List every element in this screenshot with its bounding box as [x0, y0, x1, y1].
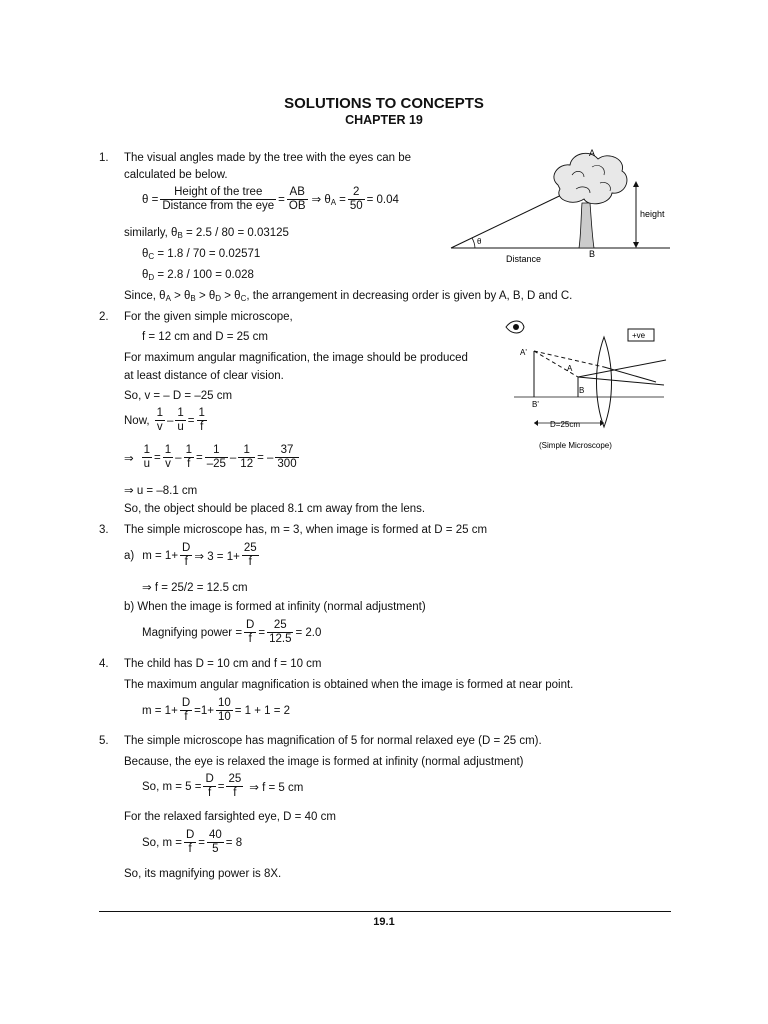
text: > θ	[170, 290, 191, 302]
height-label: height	[640, 209, 665, 219]
frac-den: f	[233, 787, 237, 799]
q2-line4: at least distance of clear vision.	[124, 370, 284, 382]
frac-num: 37	[275, 444, 298, 458]
q5-line2: Because, the eye is relaxed the image is formed at infinity (normal adjustment)	[124, 756, 524, 768]
q3-b-equation	[142, 619, 321, 646]
q2-line5: So, v = – D = –25 cm	[124, 390, 233, 402]
q1-theta-equation	[142, 186, 399, 213]
implies-theta: ⇒ θ	[311, 194, 331, 206]
frac-den: f	[248, 633, 252, 645]
frac	[180, 697, 192, 724]
frac-den: u	[143, 458, 151, 470]
equals-sign: =	[278, 193, 285, 206]
frac	[197, 407, 207, 434]
tree-figure	[448, 145, 673, 267]
frac-den: f	[184, 556, 188, 568]
text: θ	[142, 269, 149, 281]
q3-number: 3.	[99, 524, 109, 536]
frac-den: f	[187, 458, 191, 470]
microscope-figure	[496, 315, 671, 455]
text: =1+	[194, 704, 214, 717]
q3-line1: The simple microscope has, m = 3, when image is formed at D = 25 cm	[124, 524, 488, 536]
text: a)	[124, 549, 135, 562]
frac-den: f	[200, 421, 204, 433]
frac	[267, 619, 293, 646]
frac	[244, 619, 256, 646]
q2-implies-equation	[124, 444, 301, 471]
equals-sign: =	[187, 414, 195, 427]
frac-num: D	[182, 542, 191, 554]
q1-theta-eq: θ =	[142, 193, 159, 206]
frac-num: D	[181, 697, 191, 709]
frac-den: f	[188, 843, 192, 855]
frac	[203, 773, 215, 800]
chapter-title: CHAPTER 19	[345, 113, 423, 127]
equals-sign: =	[217, 780, 225, 793]
q5-line1: The simple microscope has magnification of 5 for normal relaxed eye (D = 25 cm).	[124, 735, 542, 747]
frac-den: v	[156, 421, 163, 433]
q2-line1: For the given simple microscope,	[124, 311, 293, 323]
q1-theta-c	[142, 248, 260, 261]
q1-line1: The visual angles made by the tree with the eyes can be	[124, 152, 412, 164]
equals-sign: = –	[257, 451, 274, 464]
minus-sign: –	[175, 451, 182, 464]
text: θ	[142, 248, 149, 260]
frac	[180, 542, 192, 569]
q2-number: 2.	[99, 311, 109, 323]
frac-den: 12.5	[269, 633, 292, 645]
tree-icon	[554, 153, 627, 248]
frac-den: 12	[240, 458, 254, 470]
frac-num: D	[205, 773, 214, 785]
q5-number: 5.	[99, 735, 109, 747]
frac-num: 1	[198, 407, 205, 419]
text: So, m = 5 =	[142, 780, 202, 793]
equals-sign: =	[339, 193, 346, 206]
frac-num: 1	[164, 444, 172, 456]
frac	[226, 773, 243, 800]
text: = 1.8 / 70 = 0.02571	[154, 248, 261, 260]
frac-num: D	[246, 619, 255, 631]
frac-num: 1	[238, 444, 255, 458]
q1-theta-d	[142, 269, 254, 282]
frac	[207, 829, 224, 856]
text: > θ	[221, 290, 241, 302]
convex-lens	[597, 337, 612, 427]
q2-u-result: ⇒ u = –8.1 cm	[124, 485, 198, 497]
q2-now-equation	[124, 407, 209, 434]
text: Magnifying power =	[142, 626, 243, 639]
frac-num: 2	[348, 186, 365, 200]
frac-den: 300	[277, 458, 297, 470]
q1-frac-ab-ob	[287, 186, 308, 213]
frac-num: 1	[205, 444, 228, 458]
text: ⇒ 3 = 1+	[194, 550, 240, 563]
frac-den: v	[165, 458, 171, 470]
frac	[155, 407, 165, 434]
text: m = 1+	[142, 549, 179, 562]
q4-number: 4.	[99, 658, 109, 670]
q2-line2: f = 12 cm and D = 25 cm	[142, 331, 268, 343]
q1-theta-a-result: = 0.04	[366, 193, 399, 206]
equals-sign: =	[198, 836, 205, 849]
text: = 1 + 1 = 2	[234, 704, 291, 717]
frac-num: 10	[217, 697, 231, 709]
frac	[205, 444, 228, 471]
q4-line1: The child has D = 10 cm and f = 10 cm	[124, 658, 322, 670]
frac-num: 1	[143, 444, 151, 456]
ray-1	[578, 360, 666, 377]
frac-den: 10	[217, 711, 231, 723]
label-d: D=25cm	[550, 420, 581, 429]
q5-line4: So, its magnifying power is 8X.	[124, 868, 282, 880]
frac-num: 25	[243, 542, 257, 554]
q5-equation-1	[142, 773, 303, 800]
subscript: A	[330, 198, 337, 207]
figure-caption: (Simple Microscope)	[539, 441, 612, 450]
subscript: C	[148, 252, 155, 261]
frac	[163, 444, 173, 471]
eye-icon	[506, 321, 524, 333]
equals-sign: =	[195, 451, 203, 464]
text: Now,	[124, 414, 150, 427]
q4-line2: The maximum angular magnification is obtained when the image is formed at near point.	[124, 679, 574, 691]
q1-frac-2-50	[348, 186, 365, 213]
implies-sign: ⇒	[124, 452, 134, 465]
frac-num: 1	[156, 407, 163, 419]
label-a: A	[589, 148, 596, 158]
minus-sign: –	[166, 414, 174, 427]
text: = 8	[225, 836, 243, 849]
q5-equation-2	[142, 829, 242, 856]
frac-den: f	[248, 556, 252, 568]
text: similarly, θ	[124, 227, 178, 239]
q1-frac-height-distance	[160, 186, 276, 213]
subscript: D	[215, 294, 222, 303]
text: m = 1+	[142, 704, 178, 717]
equals-sign: =	[154, 451, 161, 464]
subscript: C	[240, 294, 247, 303]
frac-num: 1	[185, 444, 192, 456]
subscript: D	[148, 273, 155, 282]
distance-label: Distance	[506, 254, 542, 264]
q3-a-result: ⇒ f = 25/2 = 12.5 cm	[142, 582, 248, 594]
frac-den: 50	[349, 200, 363, 212]
label-b: B	[589, 249, 596, 259]
q1-number: 1.	[99, 152, 109, 164]
text: = 2.0	[295, 626, 322, 639]
text: So, m =	[142, 836, 182, 849]
q1-line2: calculated be below.	[124, 169, 228, 181]
frac-den: 5	[212, 843, 219, 855]
frac	[275, 444, 298, 471]
q1-implies-theta-a	[312, 192, 337, 207]
angle-arc	[472, 238, 475, 248]
footer-divider	[99, 911, 671, 912]
text: > θ	[195, 290, 216, 302]
q4-equation	[142, 697, 290, 724]
frac-den: OB	[288, 200, 306, 212]
frac-num: 1	[177, 407, 184, 419]
frac	[242, 542, 259, 569]
minus-sign: –	[229, 451, 237, 464]
text: , the arrangement in decreasing order is given by A, B, D and C.	[246, 290, 573, 302]
frac	[238, 444, 255, 471]
frac-den: Distance from the eye	[162, 200, 275, 212]
q3-a-equation	[124, 542, 261, 569]
frac	[142, 444, 152, 471]
frac-num: D	[185, 829, 195, 841]
q1-similarly	[124, 227, 289, 240]
text: = 2.5 / 80 = 0.03125	[182, 227, 289, 239]
subscript: A	[165, 294, 171, 303]
q2-line3: For maximum angular magnification, the image should be produced	[124, 352, 468, 364]
frac	[175, 407, 185, 434]
label-b-prime: B'	[532, 400, 539, 409]
label-a-prime: A'	[520, 348, 527, 357]
q2-conclusion: So, the object should be placed 8.1 cm away from the lens.	[124, 503, 426, 515]
frac-num: 25	[228, 773, 242, 785]
label-a: A	[567, 364, 573, 373]
q1-since	[124, 290, 572, 303]
theta-label: θ	[477, 237, 482, 246]
frac-num: 40	[208, 829, 222, 841]
q3-b-line: b) When the image is formed at infinity (normal adjustment)	[124, 601, 426, 613]
frac	[184, 829, 196, 856]
plus-ve-label: +ve	[632, 331, 646, 340]
label-b: B	[579, 386, 585, 395]
page-number: 19.1	[373, 916, 395, 928]
subscript: B	[177, 231, 183, 240]
frac-num: AB	[287, 186, 308, 200]
subscript: B	[190, 294, 196, 303]
frac-num: Height of the tree	[160, 186, 276, 200]
sight-line	[451, 188, 576, 248]
equals-sign: =	[258, 626, 266, 639]
frac-den: u	[177, 421, 184, 433]
frac-den: f	[208, 787, 212, 799]
text: ⇒ f = 5 cm	[249, 781, 304, 794]
text: = 2.8 / 100 = 0.028	[154, 269, 254, 281]
text: Since, θ	[124, 290, 166, 302]
frac	[216, 697, 233, 724]
frac-den: –25	[206, 458, 226, 470]
frac-num: 25	[267, 619, 293, 633]
frac	[184, 444, 194, 471]
page-title: SOLUTIONS TO CONCEPTS	[284, 95, 484, 112]
q5-line3: For the relaxed farsighted eye, D = 40 cm	[124, 811, 336, 823]
frac-den: f	[184, 711, 188, 723]
